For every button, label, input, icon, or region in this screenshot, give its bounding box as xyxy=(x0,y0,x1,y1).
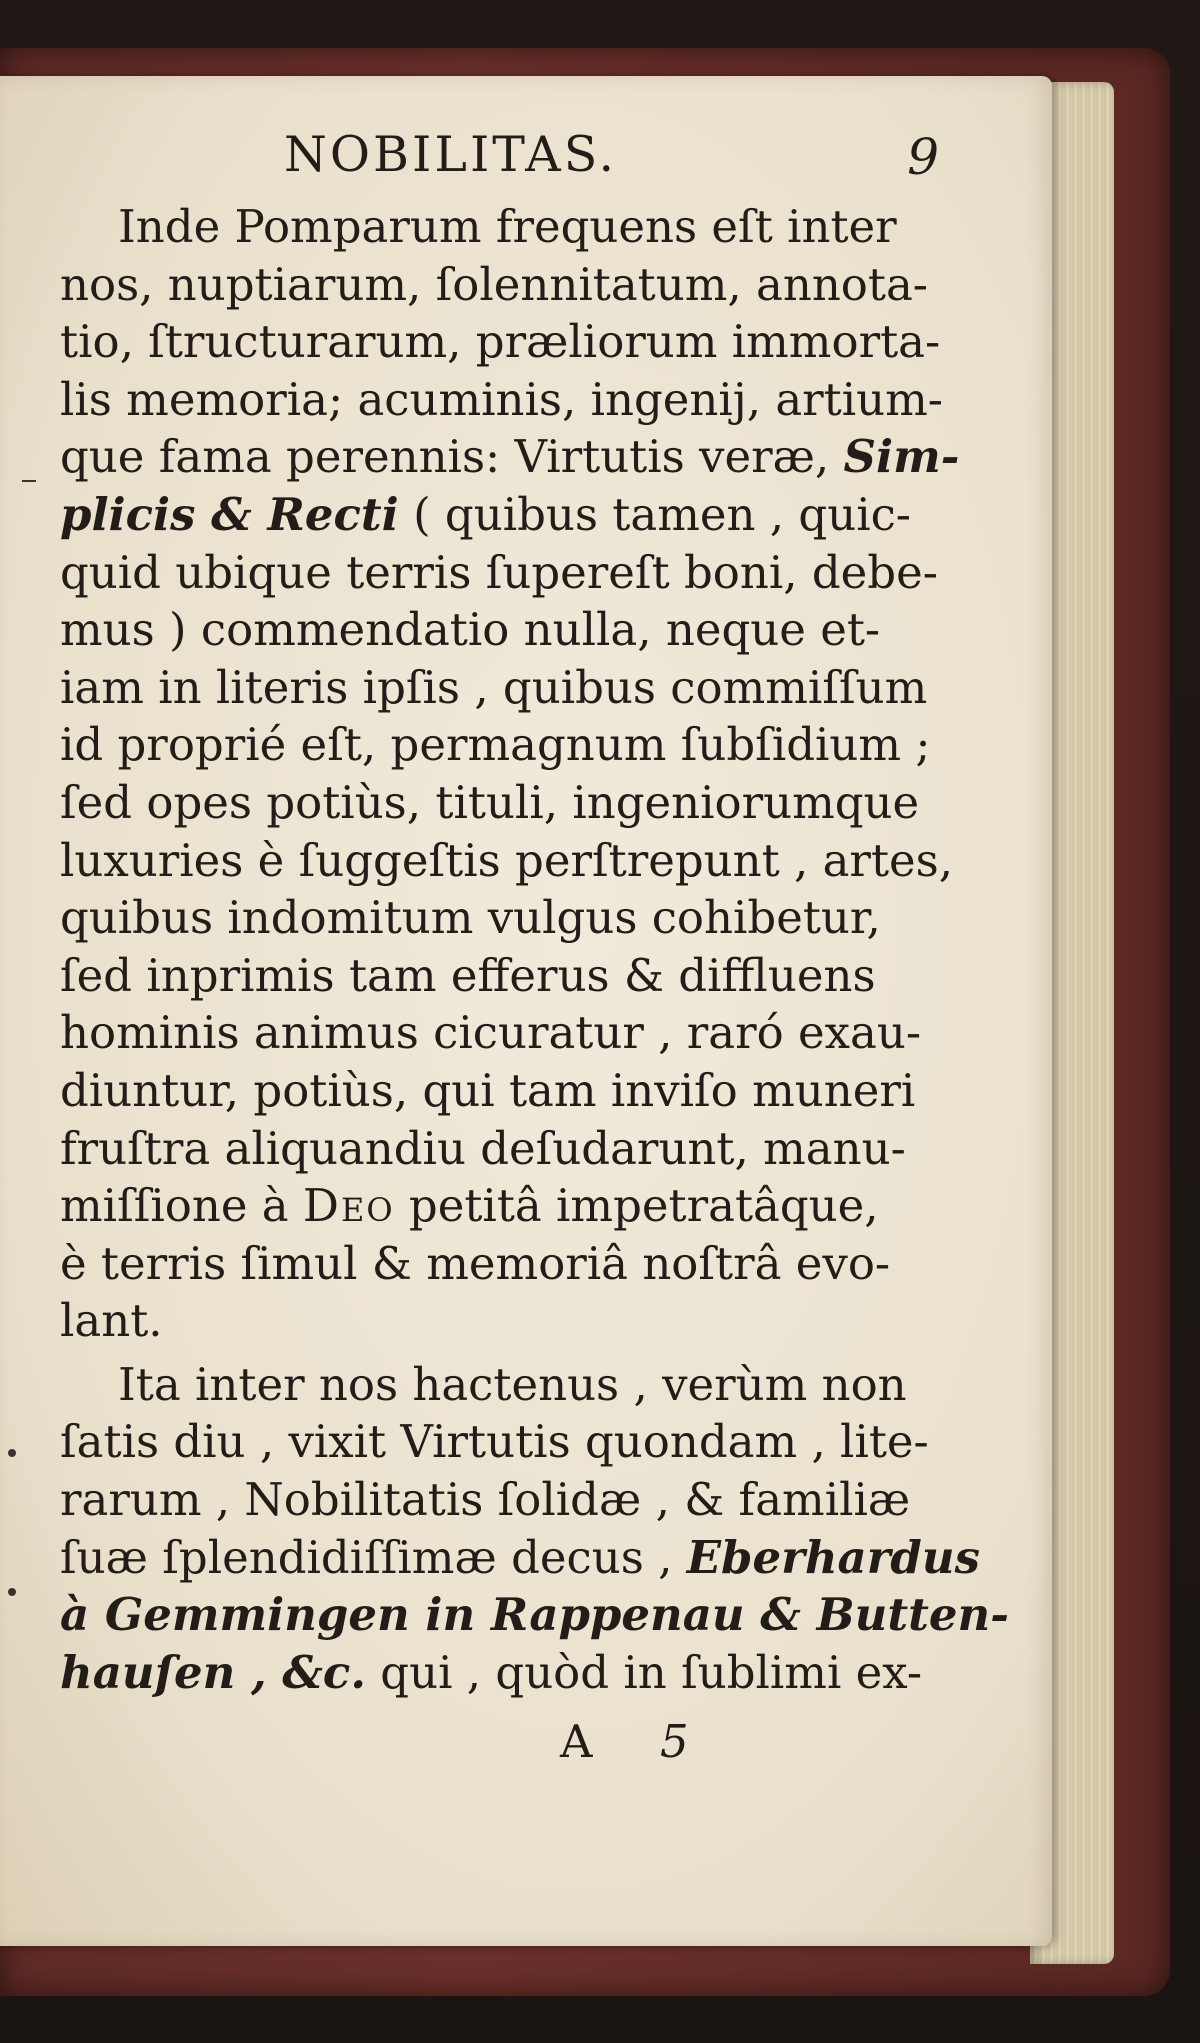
signature-number: 5 xyxy=(660,1715,689,1769)
text-line: diuntur, potiùs, qui tam inviſo muneri xyxy=(60,1063,916,1117)
text-segment: miſſione à xyxy=(60,1179,303,1233)
italic-segment: Sim- xyxy=(843,430,960,484)
page-number: 9 xyxy=(907,128,942,186)
margin-mark xyxy=(8,1449,16,1457)
italic-segment: à Gemmingen in Rappenau & Butten- xyxy=(60,1588,1009,1642)
book-page xyxy=(0,76,1052,1946)
text-block xyxy=(60,126,1009,1785)
text-line: iam in literis ipſis , quibus commiſſum xyxy=(60,660,928,714)
text-segment: ( quibus tamen , quic- xyxy=(398,487,911,541)
text-line xyxy=(60,1644,923,1702)
text-line: quid ubique terris ſupereſt boni, debe- xyxy=(60,545,938,599)
text-line xyxy=(60,428,960,486)
text-line: Inde Pomparum frequens eſt inter xyxy=(118,200,897,253)
signature-mark xyxy=(60,1715,920,1785)
text-line: fruſtra aliquandiu deſudarunt, manu- xyxy=(60,1121,906,1175)
paragraph-2 xyxy=(60,1356,1009,1702)
italic-segment: hauſen , &c. xyxy=(60,1645,366,1699)
text-line xyxy=(60,1177,920,1235)
paragraph-1 xyxy=(60,198,960,1350)
text-line: Ita inter nos hactenus , verùm non xyxy=(118,1357,907,1411)
text-segment: petitâ impetratâque, xyxy=(394,1179,879,1233)
text-line: id proprié eſt, permagnum ſubſidium ; xyxy=(60,718,931,772)
running-head: NOBILITAS. xyxy=(284,126,618,183)
text-line xyxy=(60,1586,1009,1644)
italic-segment: Eberhardus xyxy=(686,1530,980,1584)
signature-letter: A xyxy=(560,1715,593,1769)
text-segment: que fama perennis: Virtutis veræ, xyxy=(60,430,844,484)
text-line: ſatis diu , vixit Virtutis quondam , lite- xyxy=(60,1415,929,1469)
text-line: nos, nuptiarum, ſolennitatum, annota- xyxy=(60,257,929,311)
text-line: hominis animus cicuratur , raró exau- xyxy=(60,1006,922,1060)
text-line: lis memoria; acuminis, ingenij, artium- xyxy=(60,372,944,426)
text-line: è terris ſimul & memoriâ noſtrâ evo- xyxy=(60,1236,891,1290)
margin-mark xyxy=(8,1588,16,1596)
page-header xyxy=(60,126,942,198)
text-segment: ſuæ ſplendidiſſimæ decus , xyxy=(60,1530,687,1584)
text-line: ſed inprimis tam efferus & diffluens xyxy=(60,948,876,1002)
text-line: ſed opes potiùs, tituli, ingeniorumque xyxy=(60,775,920,829)
text-line: tio, ſtructurarum, præliorum immorta- xyxy=(60,315,941,369)
margin-mark xyxy=(22,480,36,482)
text-line: lant. xyxy=(60,1294,163,1348)
text-line xyxy=(60,486,920,544)
small-caps-segment: Deo xyxy=(302,1179,395,1233)
text-line: rarum , Nobilitatis ſolidæ , & familiæ xyxy=(60,1473,911,1527)
text-line xyxy=(60,1529,980,1587)
text-segment: qui , quòd in ſublimi ex- xyxy=(366,1645,923,1699)
text-line: quibus indomitum vulgus cohibetur, xyxy=(60,891,881,945)
italic-segment: plicis & Recti xyxy=(60,487,399,541)
text-line: mus ) commendatio nulla, neque et- xyxy=(60,603,881,657)
text-line: luxuries è ſuggeſtis perſtrepunt , artes, xyxy=(60,833,954,887)
